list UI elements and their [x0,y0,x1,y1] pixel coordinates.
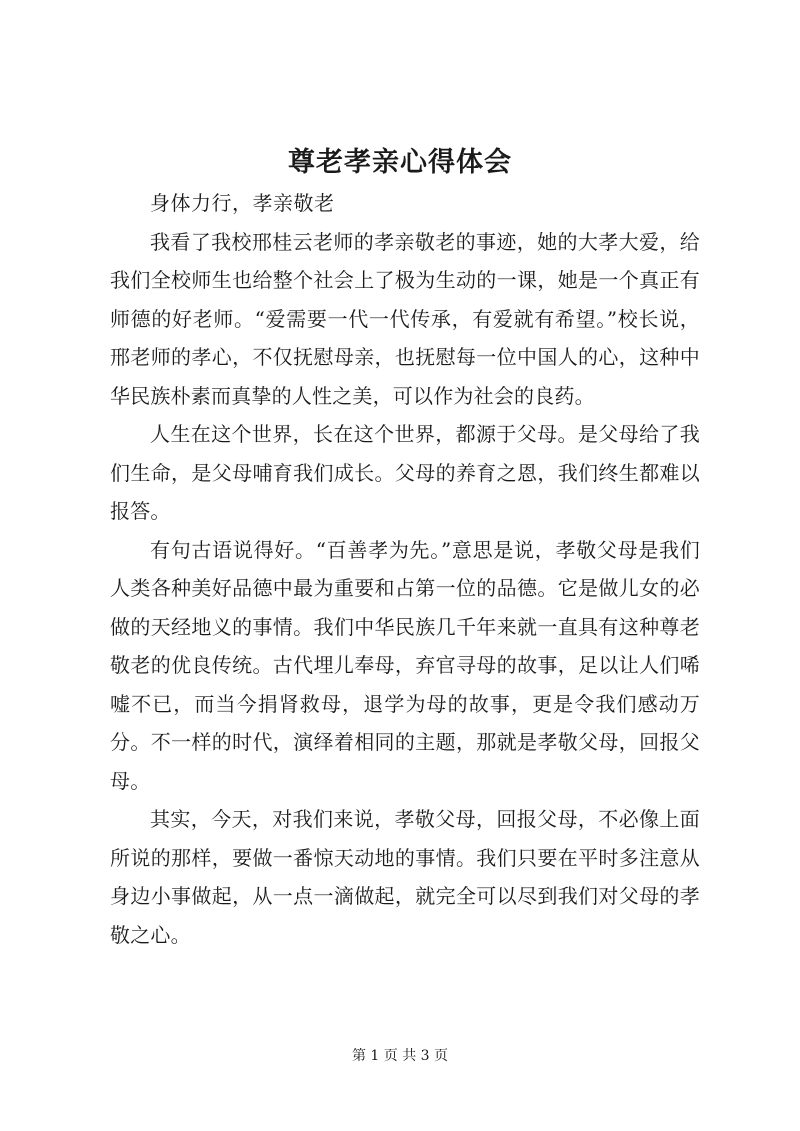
body-paragraph-2: 人生在这个世界，长在这个世界，都源于父母。是父母给了我们生命，是父母哺育我们成长。父母的养育之恩，我们终生都难以报答。 [110,422,700,523]
body-paragraph-1: 我看了我校邢桂云老师的孝亲敬老的事迹，她的大孝大爱，给我们全校师生也给整个社会上了极为生动的一课，她是一个真正有师德的好老师。“爱需要一代一代传承，有爱就有希望。”校长说，邢老师的孝心，不仅抚慰母亲，也抚慰每一位中国人的心，这种中华民族朴素而真挚的人性之美，可以作为社会的良药。 [110,229,700,408]
page-footer: 第 1 页 共 3 页 [351,1048,449,1064]
body-paragraph-3: 有句古语说得好。“百善孝为先。”意思是说，孝敬父母是我们人类各种美好品德中最为重要和占第一位的品德。它是做儿女的必做的天经地义的事情。我们中华民族几千年来就一直具有这种尊老敬老的优良传统。古代埋儿奉母，弃官寻母的故事，足以让人们唏嘘不已，而当今捐肾救母，退学为母的故事，更是令我们感动万分。不一样的时代，演绎着相同的主题，那就是孝敬父母，回报父母。 [110,537,700,793]
body-paragraph-4: 其实，今天，对我们来说，孝敬父母，回报父母，不必像上面所说的那样，要做一番惊天动地的事情。我们只要在平时多注意从身边小事做起，从一点一滴做起，就完全可以尽到我们对父母的孝敬之心。 [110,807,700,947]
subtitle-paragraph: 身体力行，孝亲敬老 [150,191,335,215]
document-body [110,184,700,954]
document-title: 尊老孝亲心得体会 [288,147,512,178]
